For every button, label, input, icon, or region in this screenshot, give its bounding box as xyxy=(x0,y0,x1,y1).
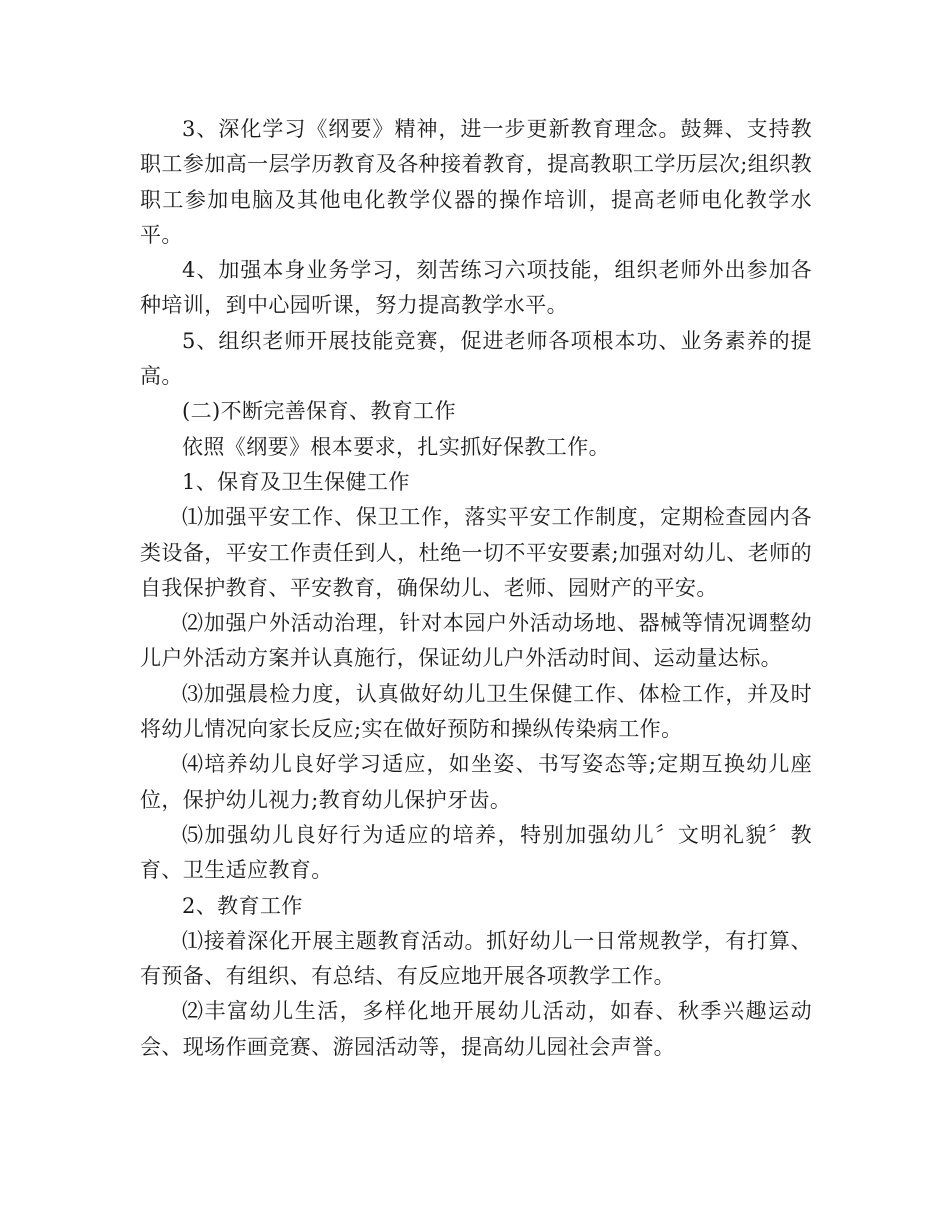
care-item-5: ⑸加强幼儿良好行为适应的培养，特别加强幼儿〞文明礼貌〞教育、卫生适应教育。 xyxy=(140,822,812,883)
care-item-4: ⑷培养幼儿良好学习适应，如坐姿、书写姿态等;定期互换幼儿座位，保护幼儿视力;教育幼儿保护牙齿。 xyxy=(140,752,812,812)
care-item-3: ⑶加强晨检力度，认真做好幼儿卫生保健工作、体检工作，并及时将幼儿情况向家长反应;实在做好预防和操纵传染病工作。 xyxy=(140,681,812,742)
document-body xyxy=(140,112,812,1065)
section-heading-2: (二)不断完善保育、教育工作 xyxy=(182,399,456,424)
paragraph-item-3: 3、深化学习《纲要》精神，进一步更新教育理念。鼓舞、支持教职工参加高一层学历教育及各种接着教育，提高教职工学历层次;组织教职工参加电脑及其他电化教学仪器的操作培训，提高老师电化教学水平。 xyxy=(140,117,812,247)
education-item-2: ⑵丰富幼儿生活，多样化地开展幼儿活动，如春、秋季兴趣运动会、现场作画竞赛、游园活动等，提高幼儿园社会声誉。 xyxy=(140,999,812,1059)
care-item-1: ⑴加强平安工作、保卫工作，落实平安工作制度，定期检查园内各类设备，平安工作责任到人，杜绝一切不平安要素;加强对幼儿、老师的自我保护教育、平安教育，确保幼儿、老师、园财产的平安。 xyxy=(140,505,812,600)
care-item-2: ⑵加强户外活动治理，针对本园户外活动场地、器械等情况调整幼儿户外活动方案并认真施行，保证幼儿户外活动时间、运动量达标。 xyxy=(140,611,812,671)
paragraph-item-4: 4、加强本身业务学习，刻苦练习六项技能，组织老师外出参加各种培训，到中心园听课，努力提高教学水平。 xyxy=(140,258,812,318)
education-item-1: ⑴接着深化开展主题教育活动。抓好幼儿一日常规教学，有打算、有预备、有组织、有总结、有反应地开展各项教学工作。 xyxy=(140,928,812,989)
subsection-heading-care: 1、保育及卫生保健工作 xyxy=(182,469,410,494)
subsection-heading-education: 2、教育工作 xyxy=(182,893,303,918)
section-intro: 依照《纲要》根本要求，扎实抓好保教工作。 xyxy=(182,434,610,459)
paragraph-item-5: 5、组织老师开展技能竞赛，促进老师各项根本功、业务素养的提高。 xyxy=(140,328,812,389)
